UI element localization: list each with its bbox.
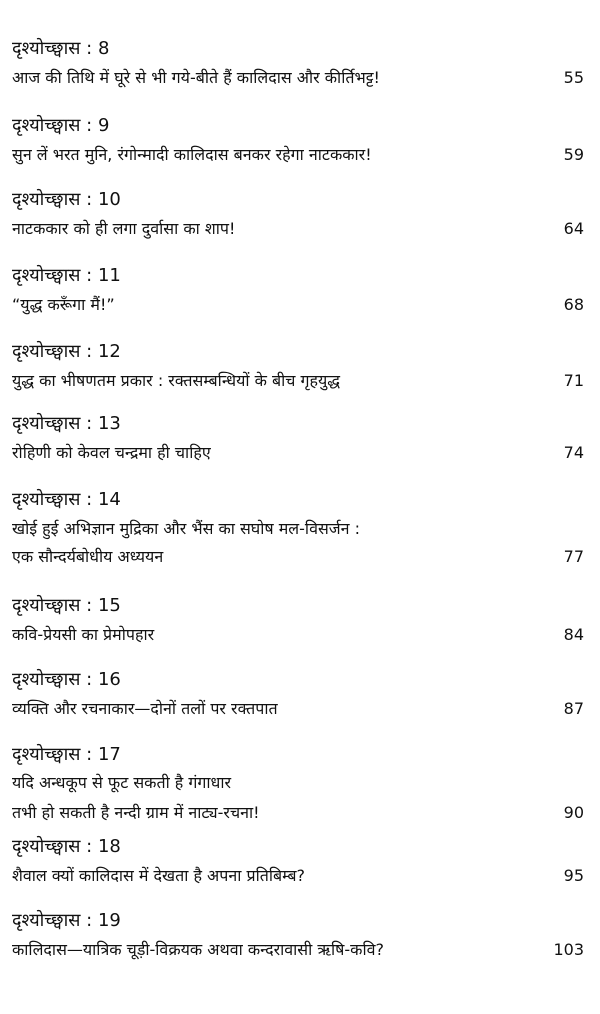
section-title: सुन लें भरत मुनि, रंगोन्मादी कालिदास बनकर रहेगा नाटककार!	[12, 145, 372, 164]
page-number: 87	[563, 699, 584, 718]
section-title: रोहिणी को केवल चन्द्रमा ही चाहिए	[12, 443, 211, 462]
section-heading: दृश्योच्छ्वास : 15	[12, 595, 121, 616]
toc-entry-16	[12, 667, 584, 727]
page-number: 103	[553, 940, 584, 959]
toc-entry-13	[12, 411, 584, 471]
page-number: 64	[563, 219, 584, 238]
page-number: 84	[563, 625, 584, 644]
toc-entry-17	[12, 742, 584, 828]
toc-entry-18	[12, 834, 584, 894]
section-heading: दृश्योच्छ्वास : 19	[12, 910, 121, 931]
toc-entry-10	[12, 187, 584, 247]
toc-entry-9	[12, 113, 584, 173]
section-heading: दृश्योच्छ्वास : 10	[12, 189, 121, 210]
toc-entry-19	[12, 908, 584, 968]
page-number: 55	[563, 68, 584, 87]
section-title: कालिदास—यात्रिक चूड़ी-विक्रयक अथवा कन्दरावासी ऋषि-कवि?	[12, 940, 384, 959]
page-number: 77	[563, 547, 584, 566]
page-number: 74	[563, 443, 584, 462]
section-title-line-2: एक सौन्दर्यबोधीय अध्ययन	[12, 547, 164, 566]
section-title-line-2: तभी हो सकती है नन्दी ग्राम में नाट्य-रचना!	[12, 803, 260, 822]
section-heading: दृश्योच्छ्वास : 18	[12, 836, 121, 857]
section-heading: दृश्योच्छ्वास : 16	[12, 669, 121, 690]
section-heading: दृश्योच्छ्वास : 8	[12, 38, 110, 59]
toc-entry-11	[12, 263, 584, 323]
section-title-line-1: यदि अन्धकूप से फूट सकती है गंगाधार	[12, 773, 232, 792]
toc-entry-8	[12, 36, 584, 96]
section-heading: दृश्योच्छ्वास : 14	[12, 489, 121, 510]
page-number: 71	[563, 371, 584, 390]
toc-entry-12	[12, 339, 584, 399]
page-number: 90	[563, 803, 584, 822]
section-title-line-1: खोई हुई अभिज्ञान मुद्रिका और भैंस का सघोष मल-विसर्जन :	[12, 519, 361, 538]
section-title: “युद्ध करूँगा मैं!”	[12, 295, 115, 314]
section-title: शैवाल क्यों कालिदास में देखता है अपना प्रतिबिम्ब?	[12, 866, 305, 885]
section-heading: दृश्योच्छ्वास : 9	[12, 115, 110, 136]
toc-entry-14	[12, 487, 584, 573]
section-heading: दृश्योच्छ्वास : 13	[12, 413, 121, 434]
section-title: युद्ध का भीषणतम प्रकार : रक्तसम्बन्धियों के बीच गृहयुद्ध	[12, 371, 341, 390]
toc-entry-15	[12, 593, 584, 653]
section-title: कवि-प्रेयसी का प्रेमोपहार	[12, 625, 155, 644]
section-title: व्यक्ति और रचनाकार—दोनों तलों पर रक्तपात	[12, 699, 278, 718]
section-heading: दृश्योच्छ्वास : 11	[12, 265, 121, 286]
section-title: नाटककार को ही लगा दुर्वासा का शाप!	[12, 219, 236, 238]
section-heading: दृश्योच्छ्वास : 17	[12, 744, 121, 765]
section-heading: दृश्योच्छ्वास : 12	[12, 341, 121, 362]
page-number: 68	[563, 295, 584, 314]
page-number: 95	[563, 866, 584, 885]
section-title: आज की तिथि में घूरे से भी गये-बीते हैं कालिदास और कीर्तिभट्ट!	[12, 68, 380, 87]
page-number: 59	[563, 145, 584, 164]
